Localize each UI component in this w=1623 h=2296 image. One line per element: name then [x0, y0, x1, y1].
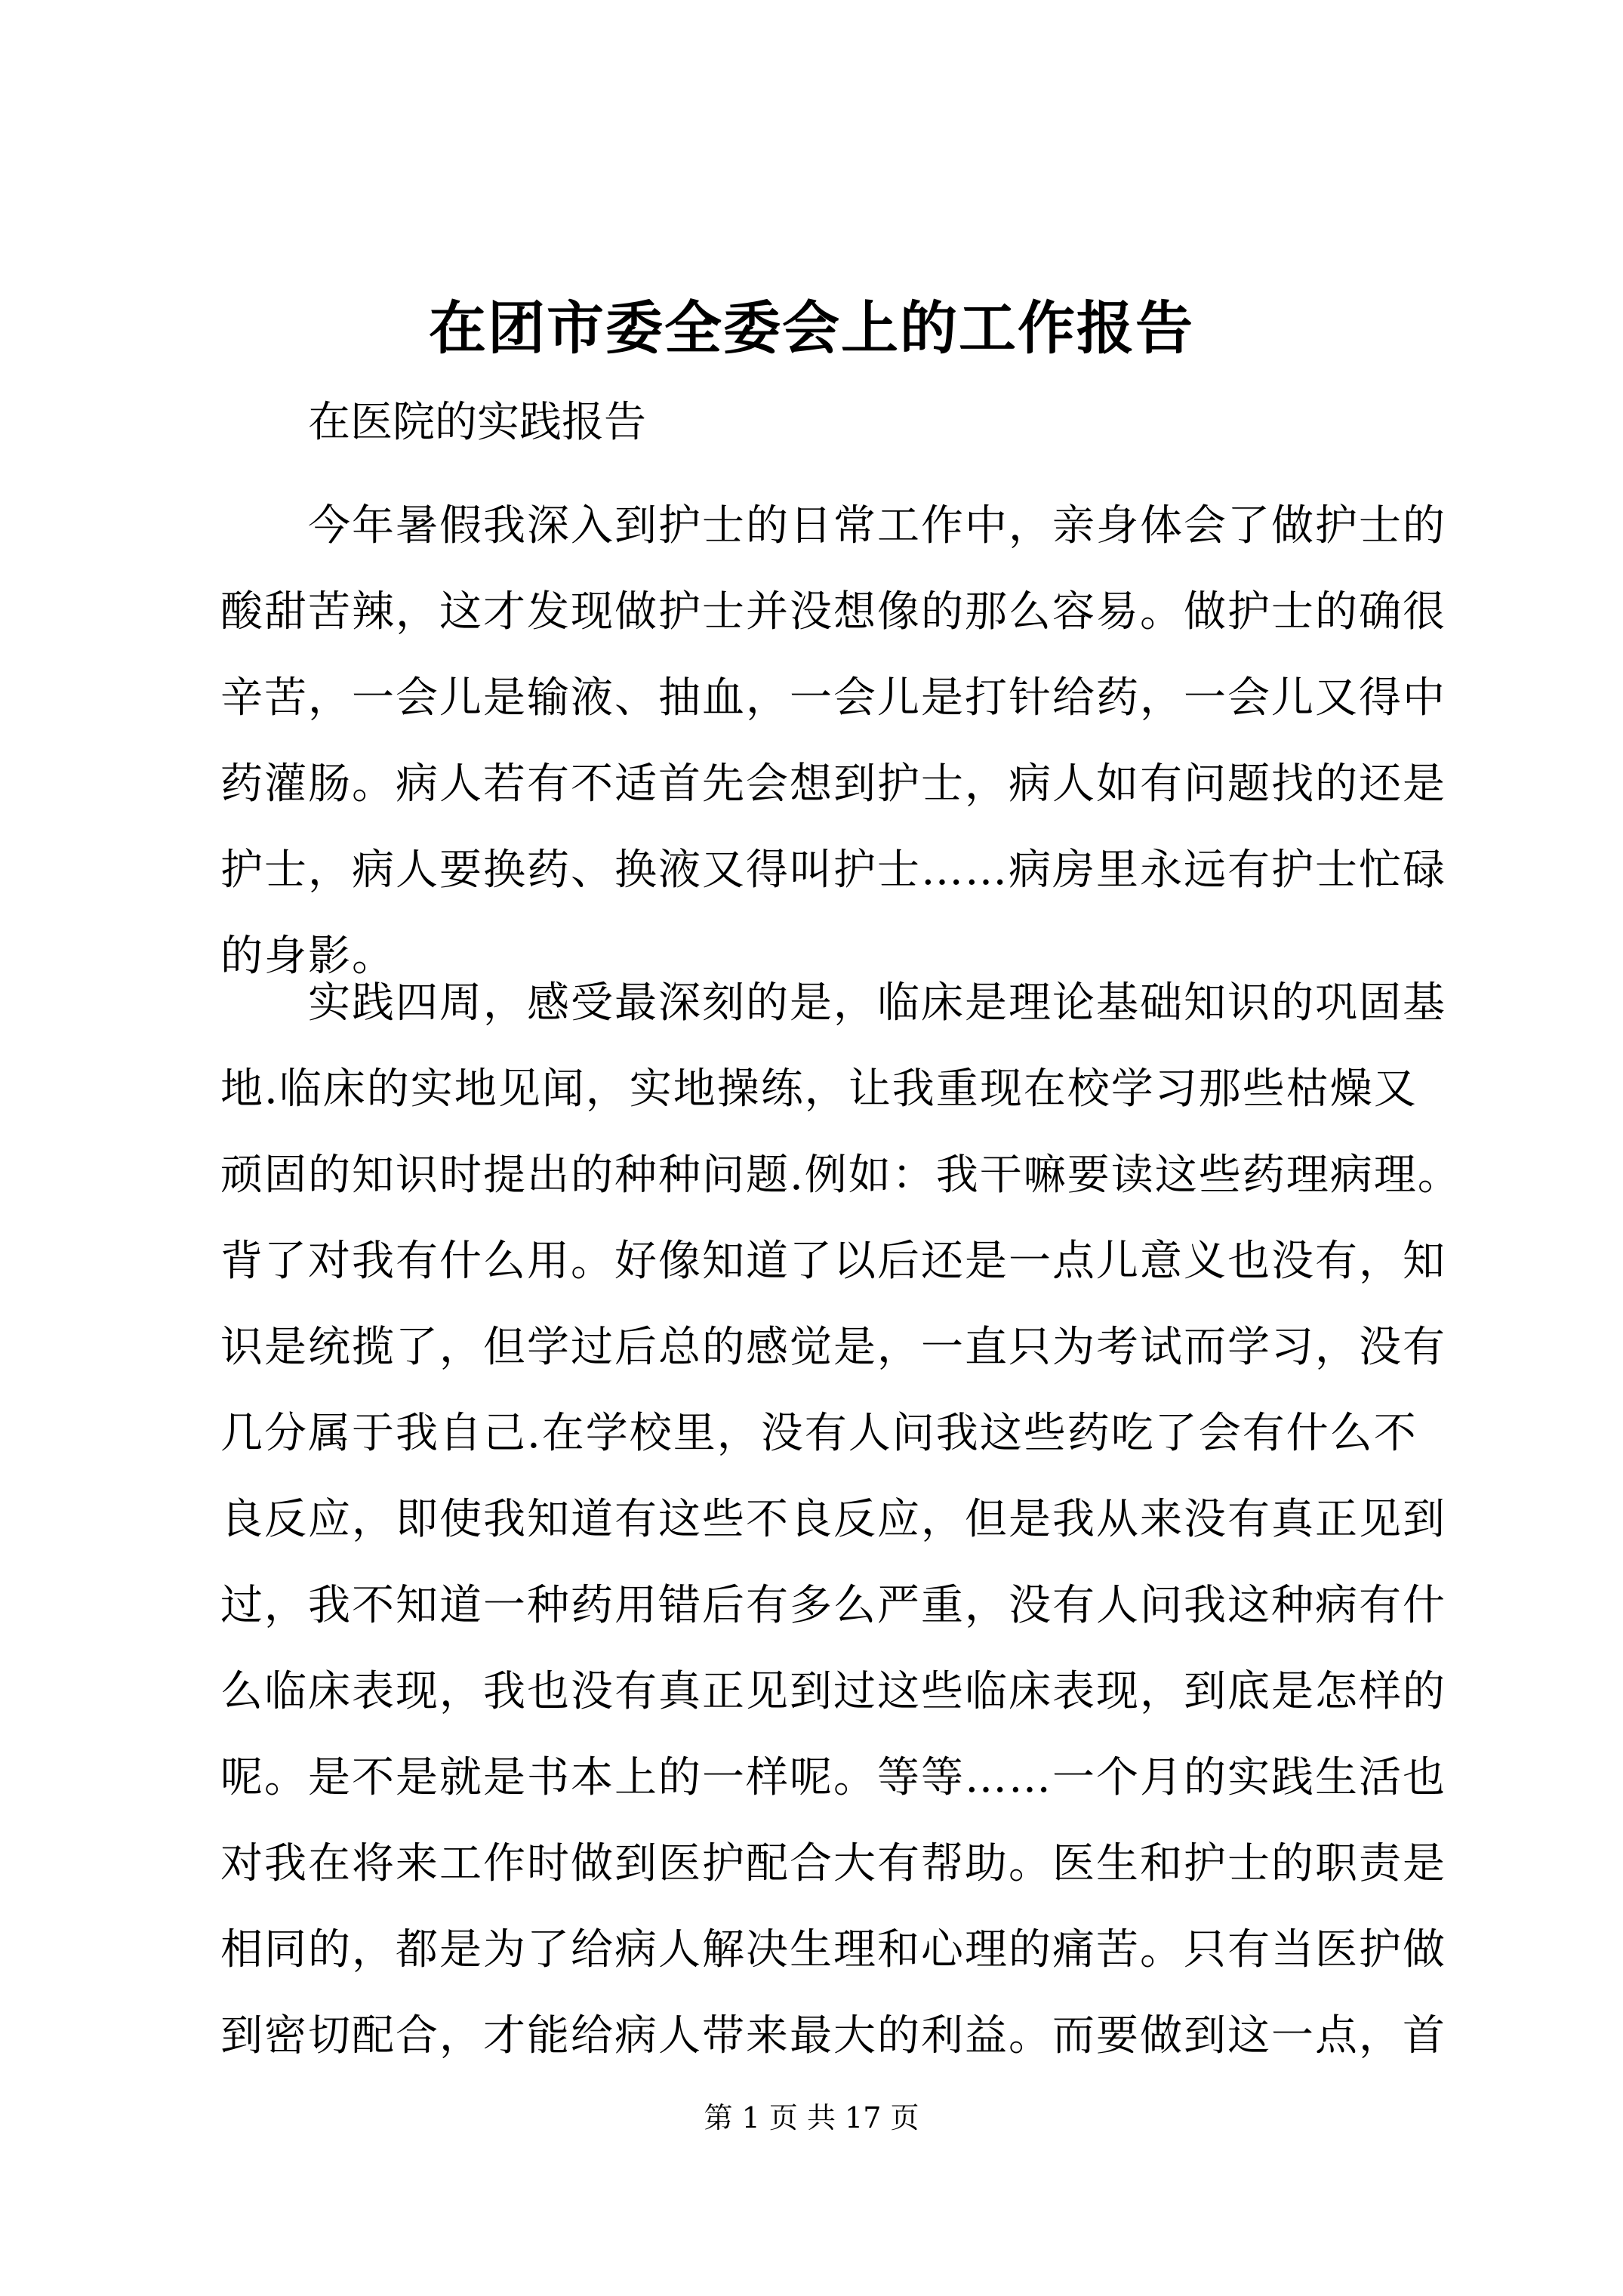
paragraph-line: 地.临床的实地见闻，实地操练，让我重现在校学习那些枯燥又	[220, 1065, 1418, 1114]
paragraph-line: 酸甜苦辣，这才发现做护士并没想像的那么容易。做护士的确很	[220, 587, 1446, 636]
paragraph-2	[220, 960, 1461, 2079]
paragraph-line: 良反应，即使我知道有这些不良反应，但是我从来没有真正见到	[220, 1495, 1446, 1544]
paragraph-line: 今年暑假我深入到护士的日常工作中，亲身体会了做护士的	[220, 501, 1446, 550]
paragraph-line: 辛苦，一会儿是输液、抽血，一会儿是打针给药，一会儿又得中	[220, 673, 1446, 723]
paragraph-1	[220, 483, 1446, 1000]
paragraph-line: 相同的，都是为了给病人解决生理和心理的痛苦。只有当医护做	[220, 1925, 1446, 1974]
paragraph-line: 实践四周，感受最深刻的是，临床是理论基础知识的巩固基	[220, 978, 1446, 1028]
paragraph-line: 的身影。	[220, 932, 396, 981]
paragraph-line: 顽固的知识时提出的种种问题.例如：我干嘛要读这些药理病理。	[220, 1151, 1461, 1200]
page-footer: 第 1 页 共 17 页	[704, 2101, 919, 2134]
document-title: 在团市委全委会上的工作报告	[429, 294, 1194, 362]
paragraph-line: 几分属于我自己.在学校里，没有人问我这些药吃了会有什么不	[220, 1409, 1418, 1458]
paragraph-line: 护士，病人要换药、换液又得叫护士……病房里永远有护士忙碌	[220, 846, 1446, 895]
paragraph-line: 么临床表现，我也没有真正见到过这些临床表现，到底是怎样的	[220, 1667, 1446, 1716]
paragraph-line: 到密切配合，才能给病人带来最大的利益。而要做到这一点，首	[220, 2011, 1446, 2060]
document-subtitle: 在医院的实践报告	[308, 398, 646, 447]
paragraph-line: 过，我不知道一种药用错后有多么严重，没有人问我这种病有什	[220, 1581, 1446, 1630]
paragraph-line: 对我在将来工作时做到医护配合大有帮助。医生和护士的职责是	[220, 1839, 1446, 1888]
paragraph-line: 呢。是不是就是书本上的一样呢。等等……一个月的实践生活也	[220, 1753, 1446, 1802]
paragraph-line: 背了对我有什么用。好像知道了以后还是一点儿意义也没有，知	[220, 1237, 1446, 1286]
paragraph-line: 识是统揽了，但学过后总的感觉是，一直只为考试而学习，没有	[220, 1323, 1446, 1372]
paragraph-line: 药灌肠。病人若有不适首先会想到护士，病人如有问题找的还是	[220, 760, 1446, 809]
